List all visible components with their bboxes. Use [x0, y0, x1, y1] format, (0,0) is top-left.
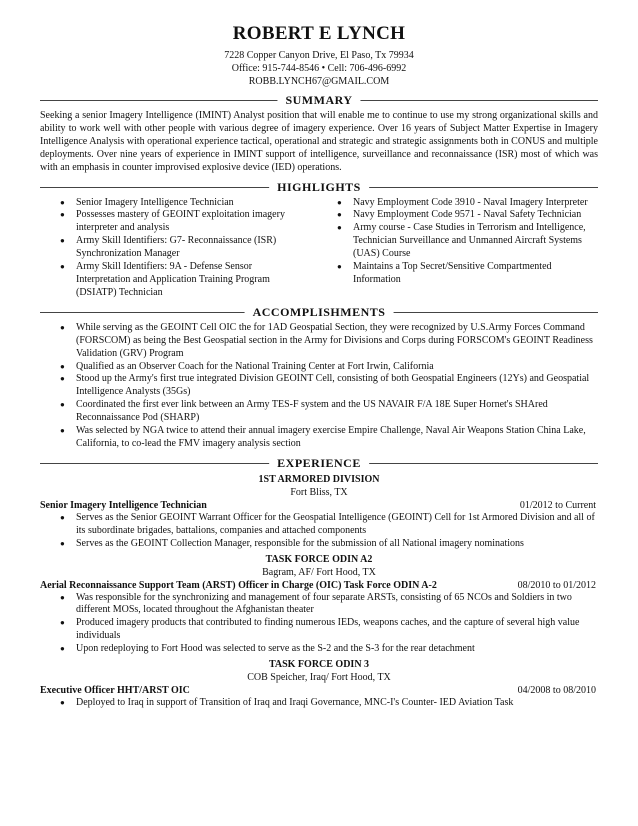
list-item: ● Navy Employment Code 3910 - Naval Imagery Interpreter: [319, 197, 598, 210]
job-title-line: [40, 684, 598, 697]
contact-block: [40, 49, 598, 88]
highlights-columns: [40, 197, 598, 300]
accomplishments-list: [40, 322, 598, 451]
job-dates: 08/2010 to 01/2012: [517, 579, 596, 591]
address: 7228 Copper Canyon Drive, El Paso, Tx 79934: [224, 50, 414, 61]
job-duties: [40, 592, 598, 657]
job-location: Bagram, AF/ Fort Hood, TX: [262, 566, 376, 578]
job-entry-1: [40, 473, 598, 551]
candidate-name: ROBERT E LYNCH: [232, 23, 406, 44]
section-title: HIGHLIGHTS: [269, 179, 369, 195]
list-item: ● While serving as the GEOINT Cell OIC the for 1AD Geospatial Section, they were recognized by U.S.Army Forces Command (FORSCOM) as being the Best Geospatial section in the Army for Divisions and Corps during FORSCOM's GEOINT Readiness Validation (GRV) Program: [40, 322, 598, 361]
summary-text: Seeking a senior Imagery Intelligence (IMINT) Analyst position that will enable me to continue to use my strong organizational skills and ability to work well with other people with various degree of imagery experience. Over 16 years of Subject Matter Expertise in Imagery Intelligence Analysis with operational experience tactical, operational and strategic and strategic assignments both in CONUS and multiple deployments. Over nine years of experience in IMINT support of intelligence, surveillance and reconnaissance (ISR) most of which was with an emphasis in counter improvised explosive device (IED) operations.: [40, 110, 598, 173]
summary-heading: [40, 92, 598, 108]
list-item: ● Was responsible for the synchronizing and management of four separate ARSTs, consisting of 65 NCOs and Soldiers in two different MOSs, located throughout the Afghanistan theater: [40, 592, 598, 618]
list-item: ● Possesses mastery of GEOINT exploitation imagery interpreter and analysis: [40, 209, 319, 235]
list-item: ● Produced imagery products that contributed to finding numerous IEDs, weapons caches, and the capture of several high value individuals: [40, 617, 598, 643]
job-organization: 1ST ARMORED DIVISION: [258, 473, 380, 485]
section-title: SUMMARY: [277, 92, 360, 108]
list-item: ● Army Skill Identifiers: G7- Reconnaissance (ISR) Synchronization Manager: [40, 235, 319, 261]
phone-numbers: Office: 915-744-8546 • Cell: 706-496-6992: [231, 63, 407, 74]
job-title: Executive Officer HHT/ARST OIC: [40, 685, 190, 697]
highlights-right-column: [319, 197, 598, 300]
list-item: ● Stood up the Army's first true integrated Division GEOINT Cell, consisting of both Geospatial Engineers (12Ys) and Geospatial Intelligence Analysts (35Gs): [40, 373, 598, 399]
section-title: ACCOMPLISHMENTS: [245, 304, 394, 320]
list-item: ● Army course - Case Studies in Terrorism and Intelligence, Technician Surveillance and Unmanned Aircraft Systems (UAS) Course: [319, 222, 598, 261]
job-organization: TASK FORCE ODIN 3: [268, 659, 370, 671]
list-item: ● Navy Employment Code 9571 - Naval Safety Technician: [319, 209, 598, 222]
section-title: EXPERIENCE: [269, 455, 369, 471]
job-duties: [40, 697, 598, 710]
job-dates: 01/2012 to Current: [519, 499, 596, 511]
job-title: Senior Imagery Intelligence Technician: [40, 499, 207, 511]
list-item: ● Deployed to Iraq in support of Transition of Iraq and Iraqi Governance, MNC-I's Counter- IED Aviation Task: [40, 697, 598, 710]
list-item: ● Serves as the GEOINT Collection Manager, responsible for the submission of all National imagery nominations: [40, 538, 598, 551]
job-entry-3: [40, 658, 598, 710]
job-location: Fort Bliss, TX: [290, 486, 348, 498]
list-item: ● Army Skill Identifiers: 9A - Defense Sensor Interpretation and Application Training Program (DSIATP) Technician: [40, 261, 319, 300]
list-item: ● Senior Imagery Intelligence Technician: [40, 197, 319, 210]
job-dates: 04/2008 to 08/2010: [517, 685, 596, 697]
highlights-left-column: [40, 197, 319, 300]
list-item: ● Qualified as an Observer Coach for the National Training Center at Fort Irwin, California: [40, 361, 598, 374]
highlights-heading: [40, 179, 598, 195]
list-item: ● Maintains a Top Secret/Sensitive Compartmented Information: [319, 261, 598, 287]
list-item: ● Coordinated the first ever link between an Army TES-F system and the US NAVAIR F/A 18E Super Hornet's SHAred Reconnaissance Pod (SHARP): [40, 399, 598, 425]
job-title-line: [40, 579, 598, 592]
experience-heading: [40, 455, 598, 471]
list-item: ● Serves as the Senior GEOINT Warrant Officer for the Geospatial Intelligence (GEOINT) Cell for 1st Armored Division and all of its subordinate brigades, battalions, companies and attached components: [40, 512, 598, 538]
job-entry-2: [40, 553, 598, 657]
accomplishments-heading: [40, 304, 598, 320]
job-location: COB Speicher, Iraq/ Fort Hood, TX: [247, 672, 391, 684]
job-duties: [40, 512, 598, 551]
job-title-line: [40, 499, 598, 512]
resume-page: [40, 0, 598, 710]
job-organization: TASK FORCE ODIN A2: [265, 553, 373, 565]
email: ROBB.LYNCH67@GMAIL.COM: [248, 76, 390, 87]
job-title: Aerial Reconnaissance Support Team (ARST) Officer in Charge (OIC) Task Force ODIN A-2: [40, 579, 437, 591]
list-item: ● Was selected by NGA twice to attend their annual imagery exercise Empire Challenge, Naval Air Weapons Station China Lake, California, to co-lead the FMV imagery analysis section: [40, 425, 598, 451]
list-item: ● Upon redeploying to Fort Hood was selected to serve as the S-2 and the S-3 for the rear detachment: [40, 643, 598, 656]
